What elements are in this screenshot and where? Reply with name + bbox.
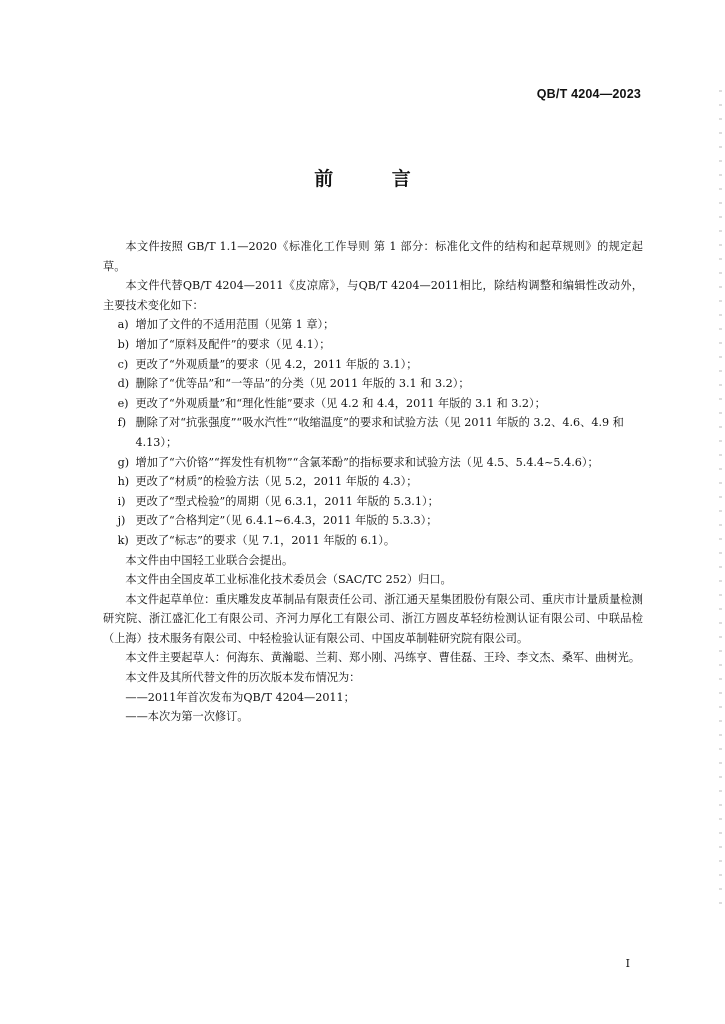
list-item bbox=[103, 492, 643, 512]
list-item bbox=[103, 374, 643, 394]
list-item bbox=[103, 472, 643, 492]
list-item bbox=[103, 315, 643, 335]
history-item: ——2011年首次发布为QB/T 4204—2011； bbox=[125, 690, 355, 704]
list-item-text: 删除了“优等品”和“一等品”的分类（见 2011 年版的 3.1 和 3.2）； bbox=[135, 377, 470, 391]
list-item-text: 更改了“标志”的要求（见 7.1，2011 年版的 6.1）。 bbox=[135, 533, 396, 547]
list-item-text: 更改了“合格判定”（见 6.4.1~6.4.3，2011 年版的 5.3.3）； bbox=[135, 514, 438, 528]
drafting-basis-paragraph: 本文件按照 GB/T 1.1—2020《标准化工作导则 第 1 部分：标准化文件的结构和起草规则》的规定起草。 bbox=[103, 240, 643, 273]
history-item: ——本次为第一次修订。 bbox=[125, 710, 249, 724]
list-item bbox=[103, 335, 643, 355]
list-item-key: a) bbox=[117, 318, 129, 332]
list-item bbox=[103, 394, 643, 414]
list-item-text: 更改了“材质”的检验方法（见 5.2，2011 年版的 4.3）； bbox=[135, 475, 418, 489]
technical-committee-statement: 本文件由全国皮革工业标准化技术委员会（SAC/TC 252）归口。 bbox=[125, 573, 452, 587]
list-item bbox=[103, 453, 643, 473]
document-body bbox=[103, 237, 643, 727]
drafting-units-statement: 本文件起草单位：重庆雕发皮革制品有限责任公司、浙江通天星集团股份有限公司、重庆市计量质量检测研究院、浙江盛汇化工有限公司、齐河力厚化工有限公司、浙江方圆皮革轻纺检测认证有限公司、中联品检（上海）技术服务有限公司、中轻检验认证有限公司、中国皮革制鞋研究院有限公司。 bbox=[103, 592, 643, 645]
list-item-key: d) bbox=[117, 377, 130, 391]
replacement-paragraph: 本文件代替QB/T 4204—2011《皮凉席》，与QB/T 4204—2011相比，除结构调整和编辑性改动外，主要技术变化如下： bbox=[103, 279, 643, 312]
list-item-key: k) bbox=[117, 533, 129, 547]
page-title: 前 言 bbox=[314, 168, 437, 190]
list-item bbox=[103, 413, 643, 452]
drafters-statement: 本文件主要起草人：何海东、黄瀚聪、兰莉、郑小刚、冯练亨、曹佳磊、王玲、李文杰、桑军、曲树光。 bbox=[125, 651, 641, 665]
list-item-text: 增加了“六价铬”“挥发性有机物”“含氯苯酚”的指标要求和试验方法（见 4.5、5.4.4~5.4.6）； bbox=[135, 455, 599, 469]
standard-code: QB/T 4204—2023 bbox=[536, 87, 641, 101]
list-item bbox=[103, 355, 643, 375]
list-item bbox=[103, 531, 643, 551]
list-item-key: h) bbox=[117, 475, 130, 489]
list-item-text: 更改了“外观质量”的要求（见 4.2，2011 年版的 3.1）； bbox=[135, 357, 418, 371]
list-item-key: c) bbox=[117, 357, 129, 371]
scan-edge-marks bbox=[719, 90, 722, 910]
list-item-text: 删除了对“抗张强度”“吸水汽性”“收缩温度”的要求和试验方法（见 2011 年版的 3.2、4.6、4.9 和 4.13）； bbox=[135, 416, 624, 449]
list-item-key: f) bbox=[117, 416, 127, 430]
changes-list bbox=[103, 315, 643, 550]
list-item-text: 增加了“原料及配件”的要求（见 4.1）； bbox=[135, 337, 331, 351]
list-item bbox=[103, 511, 643, 531]
list-item-key: g) bbox=[117, 455, 130, 469]
list-item-key: b) bbox=[117, 337, 130, 351]
proposed-by-statement: 本文件由中国轻工业联合会提出。 bbox=[125, 553, 294, 567]
list-item-key: e) bbox=[117, 396, 129, 410]
list-item-key: i) bbox=[117, 494, 126, 508]
history-intro: 本文件及其所代替文件的历次版本发布情况为： bbox=[125, 671, 361, 685]
page-number: I bbox=[625, 957, 630, 970]
list-item-key: j) bbox=[117, 514, 126, 528]
list-item-text: 更改了“外观质量”和“理化性能”要求（见 4.2 和 4.4，2011 年版的 3.1 和 3.2）； bbox=[135, 396, 546, 410]
list-item-text: 增加了文件的不适用范围（见第 1 章）； bbox=[135, 318, 335, 332]
list-item-text: 更改了“型式检验”的周期（见 6.3.1，2011 年版的 5.3.1）； bbox=[135, 494, 439, 508]
